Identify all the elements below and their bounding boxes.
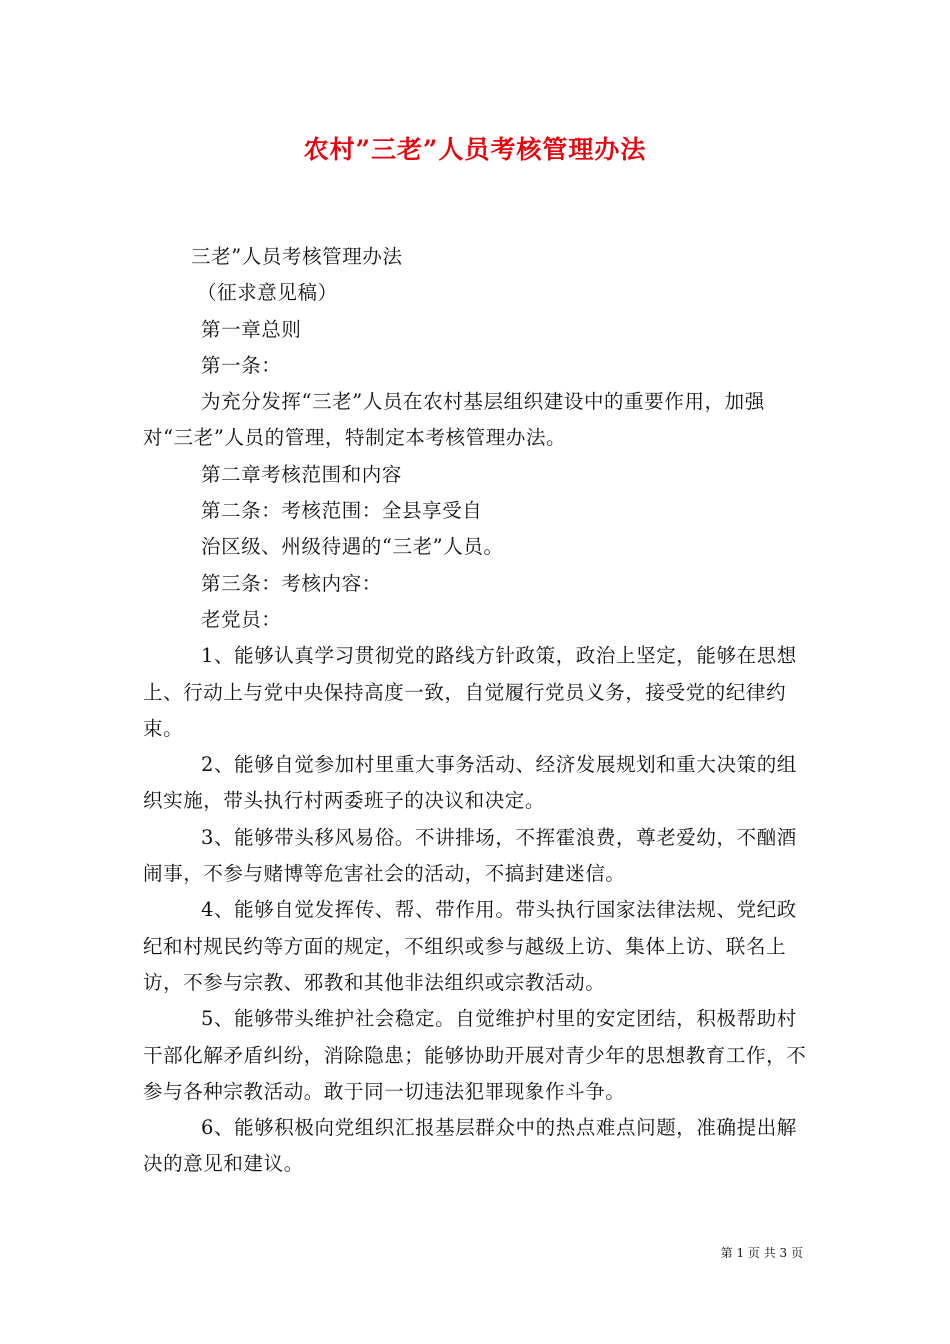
- list-item: 6、能够积极向党组织汇报基层群众中的热点难点问题，准确提出解决的意见和建议。: [143, 1116, 797, 1176]
- document-title: 农村”三老”人员考核管理办法: [303, 135, 647, 164]
- paragraph: 为充分发挥“三老”人员在农村基层组织建设中的重要作用，加强对“三老”人员的管理，特制定本考核管理办法。: [143, 390, 765, 450]
- list-item: 5、能够带头维护社会稳定。自觉维护村里的安定团结，积极帮助村干部化解矛盾纠纷，消除隐患；能够协助开展对青少年的思想教育工作，不参与各种宗教活动。敢于同一切违法犯罪现象作斗争。: [143, 1007, 807, 1103]
- article-line: 第二条：考核范围：全县享受自: [201, 499, 483, 523]
- draft-note: （征求意见稿）: [197, 281, 338, 305]
- list-item: 3、能够带头移风易俗。不讲排场，不挥霍浪费，尊老爱幼，不酗酒闹事，不参与赌博等危害社会的活动，不搞封建迷信。: [143, 825, 797, 886]
- list-item: 1、能够认真学习贯彻党的路线方针政策，政治上坚定，能够在思想上、行动上与党中央保持高度一致，自觉履行党员义务，接受党的纪律约束。: [143, 644, 797, 740]
- subtitle: 三老”人员考核管理办法: [191, 245, 403, 268]
- article-line: 治区级、州级待遇的“三老”人员。: [201, 535, 504, 559]
- list-item: 2、能够自觉参加村里重大事务活动、经济发展规划和重大决策的组织实施，带头执行村两委班子的决议和决定。: [143, 753, 797, 813]
- chapter-heading: 第二章考核范围和内容: [201, 462, 403, 486]
- page-number: 第 1 页 共 3 页: [720, 1246, 803, 1260]
- article-line: 第三条：考核内容：: [201, 571, 382, 595]
- article-heading: 第一条：: [201, 353, 282, 377]
- document-body: [143, 239, 808, 1183]
- list-item: 4、能够自觉发挥传、帮、带作用。带头执行国家法律法规、党纪政纪和村规民约等方面的规定，不组织或参与越级上访、集体上访、联名上访，不参与宗教、邪教和其他非法组织或宗教活动。: [143, 898, 797, 994]
- chapter-heading: 第一章总则: [201, 317, 302, 341]
- section-label: 老党员：: [201, 607, 282, 631]
